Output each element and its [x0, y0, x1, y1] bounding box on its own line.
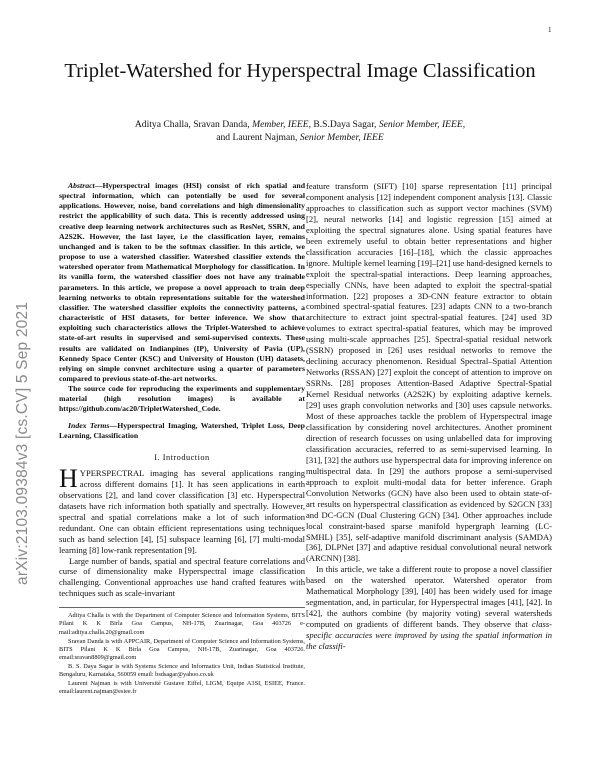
footnote: B. S. Daya Sagar is with Systems Science and Informatics Unit, Indian Statistical Institute, Bengaluru, Karnataka, 560059 email: bsdsagar@yahoo.co.uk [59, 662, 305, 678]
left-column [59, 181, 305, 697]
arxiv-identifier[interactable]: arXiv:2103.09384v3 [cs.CV] 5 Sep 2021 [14, 301, 31, 585]
body-text: In this article, we take a different route to propose a novel classifier based on the watershed operator. Watershed operator from Mathematical Morphology [39], [40] has been widely used for image segmentation, and, in particular, for Hyperspectral images [41], [42]. In [42], the authors combine (by majority voting) several watersheds computed on gradients of different bands. They observe that [306, 564, 552, 630]
abstract-text: —Hyperspectral images (HSI) consist of rich spatial and spectral information, which can potentially be used for several applications. However, noise, band correlations and high dimensionality restrict the applicability of such data. This is recently addressed using creative deep learning network architectures such as ResNet, SSRN, and A2S2K. However, the last layer, i.e the classification layer, remains unchanged and is taken to be the softmax classifier. In this article, we propose to use a watershed classifier. Watershed classifier extends the watershed operator from Mathematical Morphology for classification. In its vanilla form, the watershed classifier does not have any trainable parameters. In this article, we propose a novel approach to train deep learning networks to obtain representations suitable for the watershed classifier. The watershed classifier exploits the connectivity patterns, a characteristic of HSI datasets, for better inference. We show that exploiting such characteristics allows the Triplet-Watershed to achieve state-of-art results in supervised and semi-supervised contexts. These results are validated on Indianpines (IP), University of Pavia (UP), Kennedy Space Center (KSC) and University of Houston (UH) datasets, relying on simple convnet architecture using a quarter of parameters compared to previous state-of-the-art networks. [59, 181, 305, 383]
author-role: Member, IEEE, [252, 119, 314, 130]
intro-paragraph [59, 463, 305, 556]
author-name: and Laurent Najman, [216, 132, 300, 143]
abstract-source-code: The source code for reproducing the experiments and supplementary material (high resolution images) is available at https://github.com/ac20/TripletWatershed_Code. [59, 384, 305, 414]
index-terms-label: Index Terms [68, 420, 110, 430]
intro-paragraph-text: YPERSPECTRAL imaging has several applications ranging across different domains [1]. It has seen applications in earth observations [2], and land cover classification [3] etc. Hyperspectral datasets have rich information both spatially and spectrally. However, spectral and spatial correlations make a lot of such information redundant. One can obtain efficient representations using techniques such as band selection [4], [5] subspace learning [6], [7] multi-modal learning [8] low-rank representation [9]. [59, 467, 305, 555]
index-terms [59, 421, 305, 441]
drop-cap: H [59, 463, 78, 493]
author-role: Senior Member, IEEE, [378, 119, 466, 130]
body-paragraph-2 [306, 564, 552, 652]
author-role: Senior Member, IEEE [299, 132, 384, 143]
footnote: Laurent Najman is with Université Gustave Eiffel, LIGM, Equipe A3SI, ESIEE, France. email:laurent.najman@esiee.fr [59, 680, 305, 696]
author-list [78, 118, 522, 144]
author-names: Aditya Challa, Sravan Danda, [134, 119, 253, 130]
body-paragraph: feature transform (SIFT) [10] sparse representation [11] principal component analysis [12] independent component analysis [13]. Classic approaches to classification such as support vector machines (SVM) [2], neural networks [14] and logistic regression [15] aimed at exploiting the spectral signatures alone. Using spatial features have been extremely useful to obtain better representations and higher classification accuracies [16]–[18], which the classic approaches ignore. Multiple kernel learning [19]–[21] use hand-designed kernels to exploit the spectral-spatial interactions. Deep learning approaches, especially CNNs, have been adapted to exploit the spectral-spatial information. [22] proposes a 3D-CNN feature extractor to obtain combined spectral-spatial features. [23] adapts CNN to a two-branch architecture to extract joint spectral-spatial features. [24] used 3D volumes to extract spectral-spatial features, which may be improved using multi-scale approaches [25]. Spectral-spatial residual network (SSRN) proposed in [26] uses residual networks to remove the declining accuracy phenomenon. Residual Spectral–Spatial Attention Networks (RSSAN) [27] exploit the concept of attention to improve on SSRNs. [28] proposes Attention-Based Adaptive Spectral-Spatial Kernel Residual networks (A2S2K) by exploiting adaptive kernels. [29] uses graph convolution networks and [30] uses capsule networks. Most of these approaches tackle the problem of Hyperspectral image classification by considering novel architectures. Another prominent direction of research focusses on using unlabelled data for improving classification accuracies, referred to as semi-supervised learning. In [31], [32] the authors use hyperspectral data for improving inference on multispectral data. In [29] the authors propose a semi-supervised approach to exploit multi-modal data for better inference. Graph Convolution Networks (GCN) have also been used to obtain state-of-art results on hyperspectral classification as evidenced by S2GCN [33] and DC-GCN (Dual Clustering GCN) [34]. Other approaches include local constraint-based sparse manifold hypergraph learning (LC-SMHL) [35], self-adaptive manifold discriminant analysis (SAMDA) [36], DLPNet [37] and adaptive residual convolutional neural network (ARCNN) [38]. [306, 181, 552, 564]
footnote: Aditya Challa is with the Department of Computer Science and Information Systems, BITS Pilani K K Birla Goa Campus, NH-17B, Zuarinagar, Goa 403726 e-mail:aditya.challa.20@gmail.com [59, 612, 305, 636]
right-column [306, 181, 552, 652]
emphasized-text: class-specific accuracies were improved by using the spatial information in the classifi- [306, 619, 552, 652]
abstract [59, 181, 305, 384]
abstract-label: Abstract [68, 181, 95, 190]
author-footnotes [59, 607, 305, 696]
index-terms-text: —Hyperspectral Imaging, Watershed, Triplet Loss, Deep Learning, Classification [59, 420, 305, 440]
paper-title: Triplet-Watershed for Hyperspectral Image Classification [64, 60, 536, 82]
page-number: 1 [548, 26, 552, 34]
section-heading-introduction: I. Introduction [154, 452, 210, 462]
intro-paragraph-2: Large number of bands, spatial and spectral feature correlations and curse of dimensionality make Hyperspectral image classification challenging. Conventional approaches use hand crafted features with techniques such as scale-invariant [59, 555, 305, 599]
footnote: Sravan Danda is with APPCAIR, Department of Computer Science and Information Systems, BITS Pilani K K Birla Goa Campus, NH-17B, Zuarinagar, Goa 403726. email:sravan8809@gmail.com [59, 637, 305, 661]
author-name: B.S.Daya Sagar, [313, 119, 379, 130]
